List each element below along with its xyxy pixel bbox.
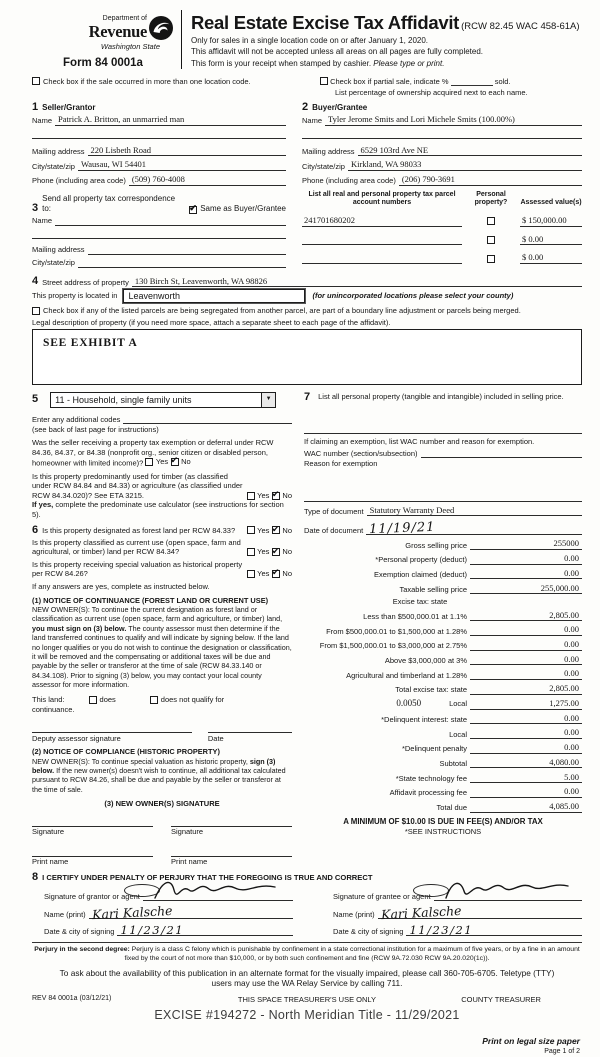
- buyer-name-field-2[interactable]: [302, 129, 582, 139]
- personal-property-checkbox[interactable]: [487, 255, 495, 263]
- grantee-date-field[interactable]: [406, 921, 582, 936]
- grantee-print-name-handwriting: Kari Kalsche: [380, 902, 462, 922]
- correspondence-name-field-2[interactable]: [32, 229, 286, 239]
- buyer-name-label: Name: [302, 116, 323, 126]
- affidavit-processing-fee-field[interactable]: 0.00: [470, 786, 582, 798]
- form-header: [32, 5, 582, 71]
- title-block: [191, 8, 582, 71]
- current-use-question: Is this property classified as current use (open space, farm and agricultural, or timber) land per RCW 84.34? Yes ✔ No: [32, 538, 292, 557]
- section-1-number: 1: [32, 101, 39, 113]
- finance-row: Local 0.00: [304, 727, 582, 739]
- seller-phone-field[interactable]: (509) 760-4008: [129, 174, 286, 186]
- finance-row: From $1,500,000.01 to $3,000,000 at 2.75% 0.00: [304, 639, 582, 651]
- no-checkbox[interactable]: [272, 526, 280, 534]
- new-owner-print-name-line[interactable]: [171, 845, 292, 857]
- wac-number-field[interactable]: [421, 448, 582, 458]
- form-number: Form 84 0001a: [63, 57, 143, 70]
- chevron-down-icon[interactable]: ▼: [261, 393, 275, 407]
- property-type-select[interactable]: [50, 392, 276, 408]
- right-main-column: [304, 392, 582, 866]
- additional-codes-label: Enter any additional codes: [32, 414, 121, 424]
- finance-row: Less than $500,000.01 at 1.1% 2,805.00: [304, 610, 582, 622]
- continuance-label: continuance.: [32, 704, 75, 714]
- accessibility-notice: To ask about the availability of this publication in an alternate format for the visually impaired, please call 360-705-6705. Teletype (TTY) users may use the WA Relay Service by calling 711.: [59, 967, 555, 989]
- grantee-signature-label: Signature of grantee or agent: [333, 891, 431, 901]
- excise-tax-state-header: Excise tax: state: [392, 597, 448, 607]
- date-of-document-field[interactable]: [366, 518, 582, 538]
- finance-row: *Personal property (deduct) 0.00: [304, 553, 582, 565]
- finance-row: Total due 4,085.00: [304, 801, 582, 813]
- deputy-date-label: Date: [207, 734, 224, 744]
- grantee-date-handwriting: 11/23/21: [409, 922, 474, 937]
- new-owner-print-name-line[interactable]: [32, 845, 153, 857]
- same-as-buyer-checkbox[interactable]: [189, 206, 197, 214]
- assessed-value-col-header: Assessed value(s): [520, 199, 582, 207]
- parcel-number-field[interactable]: 241701680202: [302, 215, 462, 227]
- grantor-print-name-handwriting: Kari Kalsche: [91, 902, 173, 922]
- tier2-tax-field[interactable]: 0.00: [470, 624, 582, 636]
- correspondence-label: Send all property tax correspondence to:: [42, 193, 176, 213]
- exemption-question: Was the seller receiving a property tax exemption or deferral under RCW 84.36, 84.37, or 84.38 (nonprofit org., senior citizen or disabled person, homeowner with limited income)? Yes ✔ No: [32, 438, 292, 468]
- personal-property-checkbox[interactable]: [487, 217, 495, 225]
- street-address-field[interactable]: 130 Birch St, Leavenworth, WA 98826: [132, 276, 582, 288]
- seller-name-field[interactable]: Patrick A. Britton, an unmarried man: [55, 114, 286, 126]
- print-note-block: [32, 1036, 582, 1057]
- see-back-note: (see back of last page for instructions): [32, 424, 159, 434]
- date-of-document-label: Date of document: [304, 525, 364, 535]
- parcel-number-field[interactable]: [302, 254, 462, 264]
- yes-checkbox[interactable]: [247, 548, 255, 556]
- grantee-print-name-label: Name (print): [333, 909, 375, 919]
- date-of-document-handwriting: 11/19/21: [369, 519, 436, 538]
- seller-name-field-2[interactable]: [32, 129, 286, 139]
- print-name-label: Print name: [32, 856, 69, 866]
- excise-stamp: EXCISE #194272 - North Meridian Title - 11/29/2021: [154, 1007, 460, 1022]
- finance-row: *Delinquent interest: state 0.00: [304, 713, 582, 725]
- finance-row: Agricultural and timberland at 1.28% 0.00: [304, 668, 582, 680]
- certification-statement: I CERTIFY UNDER PENALTY OF PERJURY THAT THE FOREGOING IS TRUE AND CORRECT: [42, 872, 373, 882]
- subtitle-1: Only for sales in a single location code on or after January 1, 2020.: [191, 35, 429, 45]
- property-type-value: 11 - Household, single family units: [55, 394, 192, 405]
- section-8-number: 8: [32, 871, 39, 884]
- personal-property-list-label: List all personal property (tangible and intangible) included in selling price.: [318, 391, 564, 401]
- section-3-number: 3: [32, 201, 39, 214]
- buyer-city-field[interactable]: Kirkland, WA 98033: [348, 159, 582, 171]
- seller-city-field[interactable]: Wausau, WI 54401: [78, 159, 286, 171]
- seller-title: Seller/Grantor: [42, 103, 96, 112]
- type-of-document-label: Type of document: [304, 506, 364, 516]
- seller-name-label: Name: [32, 116, 53, 126]
- assessed-value-field[interactable]: $ 150,000.00: [520, 215, 582, 227]
- parcel-row: [302, 215, 582, 227]
- finance-row: Exemption claimed (deduct) 0.00: [304, 568, 582, 580]
- buyer-mailing-label: Mailing address: [302, 146, 355, 156]
- subtitle-2: This affidavit will not be accepted unless all areas on all pages are fully completed.: [191, 47, 484, 57]
- grantor-signature-field[interactable]: [143, 886, 293, 901]
- page-title: Real Estate Excise Tax Affidavit: [191, 12, 460, 33]
- personal-property-deduct-field[interactable]: 0.00: [470, 553, 582, 565]
- assessed-value-field[interactable]: $ 0.00: [520, 252, 582, 264]
- finance-row: Taxable selling price 255,000.00: [304, 583, 582, 595]
- section-7-number: 7: [304, 390, 311, 403]
- correspondence-mailing-label: Mailing address: [32, 245, 85, 255]
- parcel-row: [302, 252, 582, 264]
- personal-property-col-header: Personal property?: [474, 190, 508, 207]
- correspondence-mailing-field[interactable]: [88, 245, 286, 255]
- parcel-col-header: List all real and personal property tax parcel account numbers: [308, 190, 456, 207]
- deputy-date-line[interactable]: [208, 722, 292, 733]
- does-checkbox[interactable]: [89, 696, 97, 704]
- new-owners-signature-title: (3) NEW OWNER(S) SIGNATURE: [104, 799, 220, 809]
- grantor-signature-block: [32, 886, 293, 936]
- yes-checkbox[interactable]: [247, 492, 255, 500]
- local-tax-field[interactable]: 1,275.00: [470, 698, 582, 710]
- notice-continuance-body: NEW OWNER(S): To continue the current designation as forest land or classification as current use (open space, farm and agriculture, or timber) land, you must sign on (3) below. The county assessor must then determine if the land transferred continues to qualify and will indicate by signing below. If the land no longer qualifies or you do not wish to continue the designation or classification, it will be removed and the compensating or additional taxes will be due and payable by the seller or transferor at the time of sale (RCW 84.33.140 or 84.34.108). Prior to signing (3) below, you may contact your local county assessor for more information.: [32, 605, 292, 689]
- legal-description-value: SEE EXHIBIT A: [43, 336, 138, 349]
- partial-sale-checkbox[interactable]: [320, 77, 328, 85]
- total-excise-state-field[interactable]: 2,805.00: [470, 683, 582, 695]
- grantee-signature-block: [321, 886, 582, 936]
- exemption-claim-note: If claiming an exemption, list WAC number and reason for exemption.: [304, 436, 535, 446]
- finance-row: Gross selling price 255000: [304, 538, 582, 550]
- grantor-date-handwriting: 11/23/21: [120, 922, 185, 937]
- tier1-tax-field[interactable]: 2,805.00: [470, 610, 582, 622]
- additional-codes-field[interactable]: [123, 414, 292, 424]
- property-location-section: [32, 276, 582, 385]
- signature-label: Signature: [171, 827, 204, 837]
- section-6-number: 6: [32, 523, 39, 536]
- grantor-signature-image: [151, 878, 281, 904]
- grantor-print-name-field[interactable]: [89, 903, 293, 920]
- ownership-percentage-note: List percentage of ownership acquired next to each name.: [335, 87, 528, 97]
- finance-row: *State technology fee 5.00: [304, 772, 582, 784]
- delinquent-interest-local-field[interactable]: 0.00: [470, 727, 582, 739]
- predominate-use-note: If yes, complete the predominate use calculator (see instructions for section 5).: [32, 500, 284, 519]
- section-2-number: 2: [302, 101, 309, 113]
- grantor-date-label: Date & city of signing: [44, 926, 115, 936]
- segregated-label: Check box if any of the listed parcels are being segregated from another parcel, are part of a boundary line adjustment or parcels being merged.: [43, 306, 521, 316]
- yes-checkbox[interactable]: [247, 570, 255, 578]
- grantee-signature-field[interactable]: [434, 886, 582, 901]
- buyer-column: [302, 102, 582, 268]
- seller-column: [32, 102, 286, 268]
- new-owner-signature-line[interactable]: [32, 815, 153, 827]
- grantor-signature-label: Signature of grantor or agent: [44, 891, 140, 901]
- delinquent-penalty-field[interactable]: 0.00: [470, 742, 582, 754]
- deputy-assessor-label: Deputy assessor signature: [32, 734, 121, 744]
- print-legal-size-note: Print on legal size paper: [482, 1035, 580, 1046]
- subtitle-3: This form is your receipt when stamped by cashier. Please type or print.: [191, 58, 445, 68]
- seller-mailing-label: Mailing address: [32, 146, 85, 156]
- finance-row: Affidavit processing fee 0.00: [304, 786, 582, 798]
- multi-location-checkbox[interactable]: [32, 77, 40, 85]
- finance-row: *Delinquent penalty 0.00: [304, 742, 582, 754]
- assessed-value-field[interactable]: $ 0.00: [520, 234, 582, 246]
- finance-row: Above $3,000,000 at 3% 0.00: [304, 654, 582, 666]
- buyer-phone-field[interactable]: (206) 790-3691: [399, 174, 582, 186]
- dor-logo-block: [32, 8, 174, 71]
- grantor-date-field[interactable]: [117, 921, 293, 936]
- yes-checkbox[interactable]: [247, 526, 255, 534]
- deputy-assessor-signature-line[interactable]: [32, 722, 192, 733]
- parcel-table-header: [302, 191, 582, 209]
- total-due-field[interactable]: 4,085.00: [470, 801, 582, 813]
- seller-phone-label: Phone (including area code): [32, 176, 126, 186]
- gross-selling-price-field[interactable]: 255000: [470, 538, 582, 550]
- no-checkbox[interactable]: [272, 570, 280, 578]
- footer-row: [32, 995, 582, 1004]
- buyer-city-label: City/state/zip: [302, 161, 345, 171]
- correspondence-city-field[interactable]: [78, 258, 286, 268]
- does-not-checkbox[interactable]: [150, 696, 158, 704]
- partial-sale-sold-label: sold.: [494, 76, 511, 86]
- segregated-checkbox[interactable]: [32, 307, 40, 315]
- yes-checkbox[interactable]: [145, 458, 153, 466]
- grantor-print-name-label: Name (print): [44, 909, 86, 919]
- seller-city-label: City/state/zip: [32, 161, 75, 171]
- notice-continuance-title: (1) NOTICE OF CONTINUANCE (FOREST LAND OR CURRENT USE): [32, 595, 269, 605]
- grantee-date-label: Date & city of signing: [333, 926, 404, 936]
- personal-property-list-line[interactable]: [304, 433, 582, 434]
- forest-land-question: 6 Is this property designated as forest land per RCW 84.33? Yes ✔ No: [32, 525, 292, 536]
- unincorporated-note: (for unincorporated locations please select your county): [312, 291, 514, 301]
- no-checkbox[interactable]: [272, 492, 280, 500]
- buyer-phone-label: Phone (including area code): [302, 176, 396, 186]
- parcel-number-field[interactable]: [302, 235, 462, 245]
- new-owner-signature-line[interactable]: [171, 815, 292, 827]
- perjury-notice: Perjury in the second degree: Perjury is a class C felony which is punishable by confinement in a state correctional institution for a maximum of five years, or by a fine in an amount fixed by the court of not more than $10,000, or by both such confinement and fine (RCW 9A.72.030 RCW 9A.20.020(1c)).: [32, 942, 582, 964]
- treasurer-use-label: THIS SPACE TREASURER'S USE ONLY: [237, 994, 377, 1004]
- dor-swirl-icon: [148, 15, 174, 41]
- agency-name: Revenue: [88, 21, 147, 41]
- left-main-column: [32, 392, 292, 866]
- page-indicator: Page 1 of 2: [544, 1048, 580, 1056]
- county-select[interactable]: Leavenworth: [123, 289, 305, 303]
- delinquent-interest-state-field[interactable]: 0.00: [470, 713, 582, 725]
- historic-question: Is this property receiving special valuation as historical property per RCW 84.26? Yes ✔ No: [32, 560, 292, 579]
- tier3-tax-field[interactable]: 0.00: [470, 639, 582, 651]
- correspondence-name-label: Name: [32, 216, 53, 226]
- finance-row: Subtotal 4,080.00: [304, 757, 582, 769]
- partial-sale-percent-field[interactable]: [451, 78, 493, 86]
- dept-of-label: Department of: [102, 15, 147, 22]
- located-in-label: This property is located in: [32, 291, 118, 301]
- minimum-due-note: A MINIMUM OF $10.00 IS DUE IN FEE(S) AND/OR TAX: [343, 816, 543, 826]
- section-4-number: 4: [32, 275, 39, 288]
- taxable-selling-price-field[interactable]: 255,000.00: [470, 583, 582, 595]
- legal-description-label: Legal description of property (if you need more space, attach a separate sheet to each page of the affidavit).: [32, 317, 391, 327]
- timber-question: Is this property predominantly used for timber (as classified under RCW 84.84 and 84.33) or agriculture (as classified under RCW 84.34.020)? See ETA 3215. Yes ✔ No: [32, 472, 292, 500]
- finance-row: 0.0050 Local 1,275.00: [304, 698, 582, 710]
- section-5-number: 5: [32, 393, 39, 406]
- state-label: Washington State: [100, 42, 160, 51]
- grantee-signature-image: [442, 878, 572, 904]
- land-qualify-row: This land: does does not qualify for: [32, 695, 225, 705]
- agricultural-tax-field[interactable]: 0.00: [470, 668, 582, 680]
- tier4-tax-field[interactable]: 0.00: [470, 654, 582, 666]
- see-instructions-note: *SEE INSTRUCTIONS: [404, 827, 482, 837]
- top-options-row: [32, 77, 582, 97]
- certification-section: [32, 872, 582, 936]
- same-as-buyer-label: Same as Buyer/Grantee: [200, 203, 287, 213]
- county-treasurer-label: COUNTY TREASURER: [461, 994, 541, 1004]
- exemption-claimed-field[interactable]: 0.00: [470, 568, 582, 580]
- notice-compliance-title: (2) NOTICE OF COMPLIANCE (HISTORIC PROPERTY): [32, 747, 220, 757]
- no-checkbox[interactable]: [171, 458, 179, 466]
- buyer-title: Buyer/Grantee: [312, 103, 368, 112]
- type-of-document-field[interactable]: Statutory Warranty Deed: [367, 505, 582, 517]
- buyer-mailing-field[interactable]: 6529 103rd Ave NE: [358, 145, 582, 157]
- finance-row: From $500,000.01 to $1,500,000 at 1.28% 0.00: [304, 624, 582, 636]
- buyer-name-field[interactable]: Tyler Jerome Smits and Lori Michele Smits (100.00%): [325, 114, 582, 126]
- print-name-label: Print name: [171, 856, 208, 866]
- rcw-reference: (RCW 82.45 WAC 458-61A): [461, 21, 580, 32]
- reason-for-exemption-label: Reason for exemption: [304, 459, 378, 469]
- multi-location-label: Check box if the sale occurred in more than one location code.: [43, 76, 251, 86]
- street-address-label: Street address of property: [42, 277, 129, 287]
- personal-property-checkbox[interactable]: [487, 236, 495, 244]
- seller-mailing-field[interactable]: 220 Lisbeth Road: [88, 145, 286, 157]
- subtotal-field[interactable]: 4,080.00: [470, 757, 582, 769]
- grantee-print-name-field[interactable]: [378, 903, 582, 920]
- correspondence-city-label: City/state/zip: [32, 258, 75, 268]
- wac-number-label: WAC number (section/subsection): [304, 448, 418, 458]
- no-checkbox[interactable]: [272, 548, 280, 556]
- exemption-reason-line[interactable]: [304, 501, 582, 502]
- parcel-row: [302, 234, 582, 246]
- correspondence-name-field[interactable]: [55, 216, 286, 226]
- signature-label: Signature: [32, 827, 65, 837]
- if-yes-note: If any answers are yes, complete as instructed below.: [32, 582, 210, 592]
- form-revision: REV 84 0001a (03/12/21): [32, 995, 112, 1003]
- partial-sale-label: Check box if partial sale, indicate %: [330, 76, 449, 86]
- local-rate-value: 0.0050: [396, 698, 422, 709]
- state-technology-fee-field[interactable]: 5.00: [470, 772, 582, 784]
- legal-description-box[interactable]: [32, 329, 582, 385]
- header-divider: [181, 10, 182, 69]
- finance-row: Total excise tax: state 2,805.00: [304, 683, 582, 695]
- notice-compliance-body: NEW OWNER(S): To continue special valuation as historic property, sign (3) below. If the new owner(s) doesn't wish to continue, all additional tax calculated pursuant to RCW 84.26, shall be due and payable by the seller or transferor at the time of sale.: [32, 756, 286, 794]
